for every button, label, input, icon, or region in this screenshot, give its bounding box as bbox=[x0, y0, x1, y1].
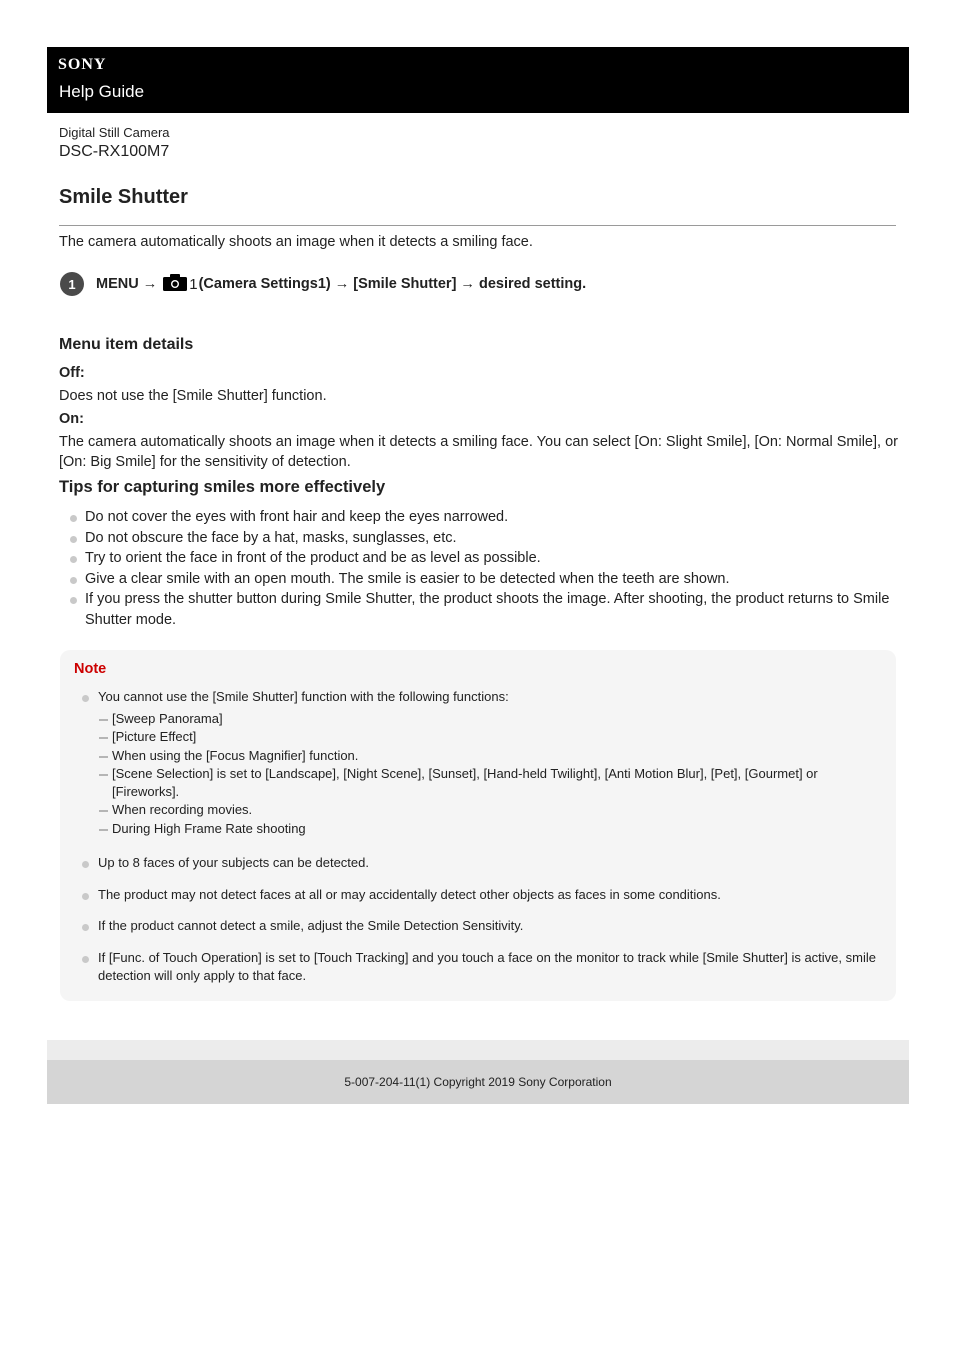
note-title: Note bbox=[74, 661, 107, 677]
bullet-icon bbox=[82, 861, 89, 868]
bullet-icon bbox=[70, 536, 77, 543]
bullet-icon bbox=[82, 924, 89, 931]
camera-icon bbox=[163, 273, 187, 295]
footer bbox=[47, 1060, 909, 1104]
help-guide-title: Help Guide bbox=[59, 82, 145, 101]
dash-icon bbox=[99, 756, 108, 758]
dash-icon bbox=[99, 719, 108, 721]
sub-list-item: [Scene Selection] is set to [Landscape], [Night Scene], [Sunset], [Hand-held Twilight], [Anti Motion Blur], [Pet], [Gourmet] or [Fireworks]. bbox=[98, 765, 884, 802]
dash-icon bbox=[99, 737, 108, 739]
list-item: Try to orient the face in front of the product and be as level as possible. bbox=[59, 548, 899, 569]
product-category: Digital Still Camera bbox=[59, 125, 170, 140]
list-item: If [Func. of Touch Operation] is set to [Touch Tracking] and you touch a face on the monitor to track while [Smile Shutter] is active, smile detection will only apply to that face. bbox=[74, 949, 884, 985]
page-title: Smile Shutter bbox=[59, 186, 188, 208]
sub-list-item: [Sweep Panorama] bbox=[98, 710, 884, 728]
bullet-icon bbox=[70, 515, 77, 522]
bullet-icon bbox=[70, 556, 77, 563]
step-1 bbox=[60, 272, 586, 296]
title-divider bbox=[59, 225, 896, 226]
sub-list-item: [Picture Effect] bbox=[98, 728, 884, 746]
dash-icon bbox=[99, 774, 108, 776]
product-model: DSC-RX100M7 bbox=[59, 143, 170, 160]
desc-off: Does not use the [Smile Shutter] function. bbox=[59, 388, 327, 404]
list-item: Do not obscure the face by a hat, masks, sunglasses, etc. bbox=[59, 528, 899, 549]
list-item: If the product cannot detect a smile, adjust the Smile Detection Sensitivity. bbox=[74, 917, 884, 935]
step-rest-text: (Camera Settings1) → [Smile Shutter] → desired setting. bbox=[198, 276, 587, 292]
list-item: Give a clear smile with an open mouth. The smile is easier to be detected when the teeth are shown. bbox=[59, 569, 899, 590]
list-item: You cannot use the [Smile Shutter] function with the following functions: [Sweep Panorama] [Picture Effect] When using the [Focus Magnifier] function. [Scene Selection] is set to [Landscape], [Night Scene], [Sunset], [Hand-held Twilight], [Anti Motion Blur], [Pet], [Gourmet] or [Fireworks]. When recording movies. During High Frame Rate shooting bbox=[74, 688, 884, 838]
bullet-icon bbox=[82, 893, 89, 900]
term-on: On: bbox=[59, 411, 84, 427]
step-number-badge: 1 bbox=[60, 272, 84, 296]
term-off: Off: bbox=[59, 365, 85, 381]
desc-on: The camera automatically shoots an image when it detects a smiling face. You can select [On: Slight Smile], [On: Normal Smile], or [On: Big Smile] for the sensitivity of detection. bbox=[59, 434, 898, 470]
note-box bbox=[60, 650, 896, 1001]
bullet-icon bbox=[70, 597, 77, 604]
bullet-icon bbox=[70, 577, 77, 584]
menu-details-heading: Menu item details bbox=[59, 336, 194, 353]
header-bar bbox=[47, 47, 909, 113]
note-list bbox=[74, 688, 884, 985]
tips-list bbox=[59, 507, 899, 630]
list-item: The product may not detect faces at all or may accidentally detect other objects as faces in some conditions. bbox=[74, 886, 884, 904]
step-menu-text: MENU → bbox=[96, 276, 158, 292]
dash-icon bbox=[99, 810, 108, 812]
bullet-icon bbox=[82, 956, 89, 963]
intro-text: The camera automatically shoots an image when it detects a smiling face. bbox=[59, 234, 533, 250]
list-item: Up to 8 faces of your subjects can be detected. bbox=[74, 854, 884, 872]
dash-icon bbox=[99, 829, 108, 831]
sub-list-item: During High Frame Rate shooting bbox=[98, 820, 884, 838]
sub-list-item: When recording movies. bbox=[98, 801, 884, 819]
camera-settings-number: 1 bbox=[189, 275, 198, 293]
tips-heading: Tips for capturing smiles more effectively bbox=[59, 478, 386, 496]
sony-logo: SONY bbox=[58, 56, 107, 73]
list-item: Do not cover the eyes with front hair and keep the eyes narrowed. bbox=[59, 507, 899, 528]
sub-list-item: When using the [Focus Magnifier] function. bbox=[98, 747, 884, 765]
copyright-text: 5-007-204-11(1) Copyright 2019 Sony Corporation bbox=[344, 1075, 612, 1089]
list-item: If you press the shutter button during Smile Shutter, the product shoots the image. After shooting, the product returns to Smile Shutter mode. bbox=[59, 589, 899, 630]
note-sub-list bbox=[98, 710, 884, 838]
bullet-icon bbox=[82, 695, 89, 702]
footer-spacer bbox=[47, 1040, 909, 1060]
